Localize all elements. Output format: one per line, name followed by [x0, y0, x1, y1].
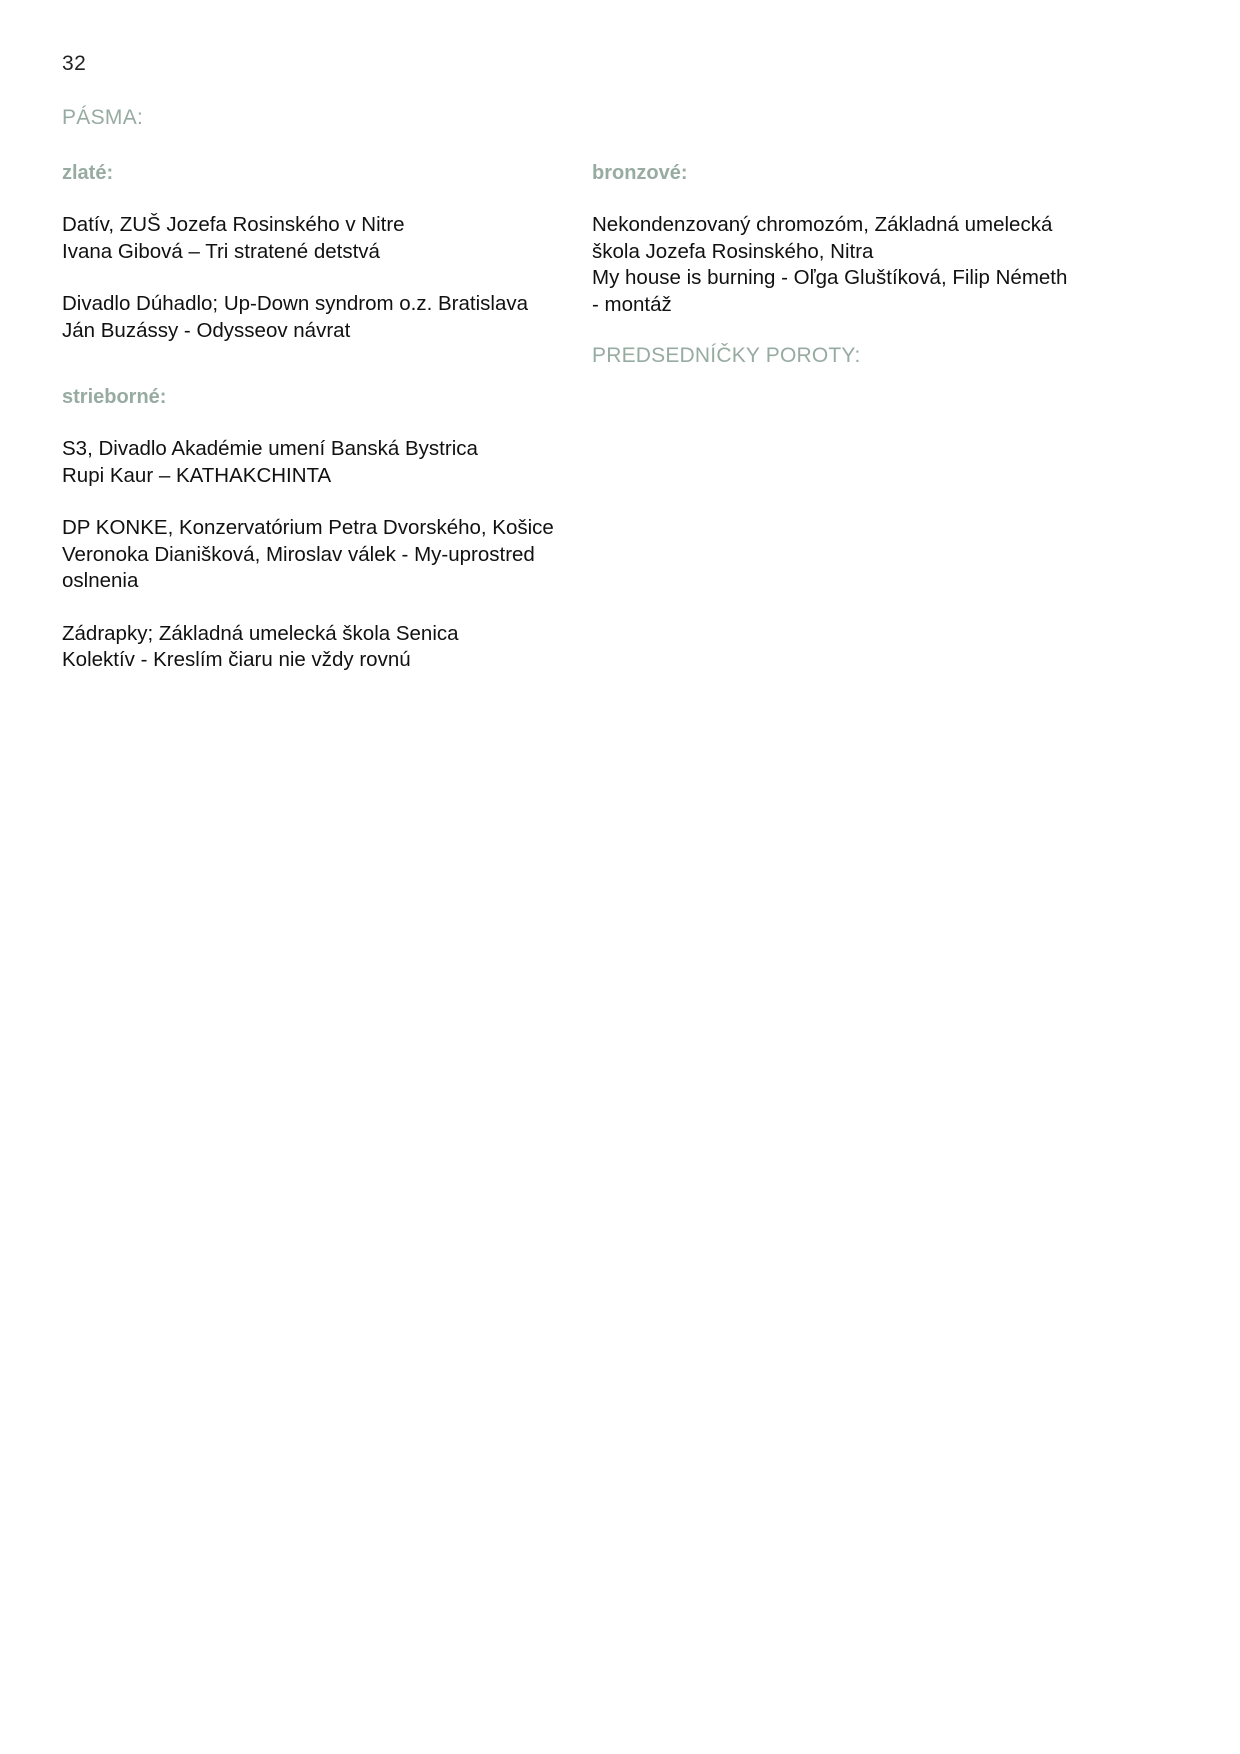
silver-entry — [62, 436, 562, 489]
entry-line: Rupi Kaur – KATHAKCHINTA — [62, 463, 332, 487]
entry-line: Nekondenzovaný chromozóm, Základná umelecká — [592, 213, 1053, 236]
bronze-category — [592, 160, 1112, 318]
bronze-entry — [592, 212, 1112, 318]
gold-heading: zlaté: — [62, 162, 114, 184]
entry-line: oslnenia — [62, 569, 139, 592]
silver-category — [62, 384, 562, 674]
entry-line: Datív, ZUŠ Jozefa Rosinského v Nitre — [62, 213, 405, 236]
entry-line: Divadlo Dúhadlo; Up-Down syndrom o.z. Bratislava — [62, 292, 529, 315]
entry-line: Ivana Gibová – Tri stratené detstvá — [62, 239, 380, 263]
jury-heading: PREDSEDNÍČKY POROTY: — [592, 344, 861, 367]
gold-entry — [62, 212, 562, 265]
right-column — [592, 160, 1112, 369]
gold-category — [62, 160, 562, 344]
silver-entry — [62, 621, 562, 674]
entry-line: DP KONKE, Konzervatórium Petra Dvorského, Košice — [62, 516, 554, 539]
entry-line: škola Jozefa Rosinského, Nitra — [592, 239, 874, 263]
gold-entry — [62, 291, 562, 344]
entry-line: S3, Divadlo Akadémie umení Banská Bystrica — [62, 437, 478, 460]
silver-entry — [62, 515, 562, 595]
left-column — [62, 160, 562, 714]
section-title: PÁSMA: — [62, 106, 144, 129]
entry-line: My house is burning - Oľga Gluštíková, Filip Németh — [592, 266, 1068, 289]
entry-line: Kolektív - Kreslím čiaru nie vždy rovnú — [62, 648, 411, 671]
silver-heading: strieborné: — [62, 386, 167, 408]
page-number: 32 — [62, 52, 87, 75]
bronze-heading: bronzové: — [592, 162, 688, 184]
entry-line: Zádrapky; Základná umelecká škola Senica — [62, 621, 459, 645]
entry-line: Ján Buzássy - Odysseov návrat — [62, 318, 351, 342]
entry-line: Veronoka Dianišková, Miroslav válek - My-uprostred — [62, 542, 535, 566]
entry-line: - montáž — [592, 292, 672, 316]
